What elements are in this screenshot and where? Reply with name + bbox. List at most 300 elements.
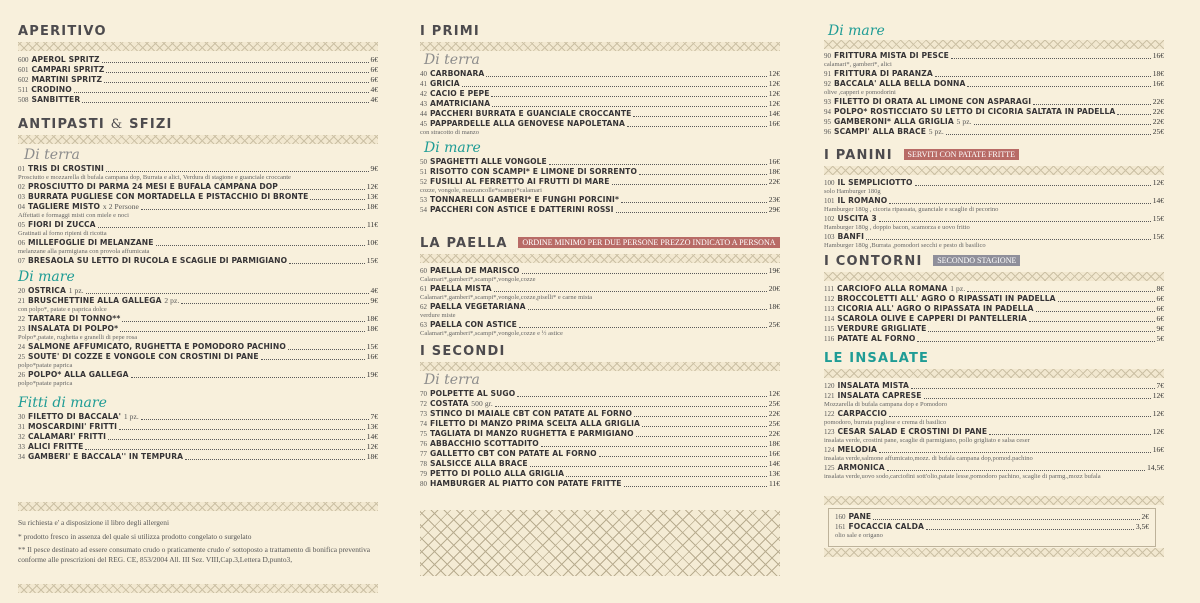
item-number: 20: [18, 287, 25, 295]
item-number: 112: [824, 295, 835, 303]
item-name: [430, 177, 610, 187]
item-name: [32, 95, 81, 105]
menu-item: [18, 164, 378, 174]
item-name: [430, 69, 484, 79]
item-price: 12€: [1152, 427, 1164, 436]
item-name: [430, 205, 614, 215]
note-allergeni: Su richiesta e' a disposizione il libro degli allergeni: [18, 518, 170, 527]
primi-mare-list: [420, 157, 780, 215]
menu-item: [420, 167, 780, 177]
item-price: 25€: [768, 399, 780, 408]
item-price: 6€: [370, 75, 378, 84]
item-name-text: PAELLA CON ASTICE: [430, 320, 517, 329]
menu-item: [420, 157, 780, 167]
dot-leader: [1033, 104, 1151, 105]
item-number: 160: [835, 513, 846, 521]
item-number: 600: [18, 56, 29, 64]
item-name: [834, 51, 949, 61]
dot-leader: [280, 189, 365, 190]
menu-item: [18, 95, 378, 105]
item-number: 111: [824, 285, 834, 293]
menu-item: [18, 422, 378, 432]
item-name-text: GRICIA: [430, 79, 460, 88]
item-name: [28, 342, 286, 352]
item-price: 22€: [1152, 107, 1164, 116]
item-price: 16€: [768, 157, 780, 166]
item-name: [837, 304, 1033, 314]
menu-item: [420, 205, 780, 215]
item-price: 15€: [366, 342, 378, 351]
menu-item: [420, 399, 780, 409]
menu-item: [420, 389, 780, 399]
item-number: 123: [824, 428, 835, 436]
item-number: 07: [18, 257, 25, 265]
item-price: 6€: [1156, 314, 1164, 323]
item-name: [430, 439, 539, 449]
panini-title-text: I PANINI: [824, 148, 893, 163]
item-name-text: GAMBERI' E BACCALA'' IN TEMPURA: [28, 452, 184, 461]
dot-leader: [181, 303, 368, 304]
item-name: [28, 324, 118, 334]
item-name: [430, 157, 547, 167]
item-number: 34: [18, 453, 25, 461]
item-number: 54: [420, 206, 427, 214]
dot-leader: [967, 291, 1154, 292]
item-name-text: FILETTO DI MANZO PRIMA SCELTA ALLA GRIGLIA: [430, 419, 641, 428]
item-price: 9€: [370, 296, 378, 305]
item-name: [28, 164, 104, 174]
item-price: 18€: [768, 439, 780, 448]
item-name-text: TAGLIATA DI MANZO RUGHETTA E PARMIGIANO: [430, 429, 634, 438]
contorni-title: [824, 254, 1164, 269]
menu-item: [18, 65, 378, 75]
item-name-text: SALSICCE ALLA BRACE: [430, 459, 528, 468]
pattern-band: [18, 584, 378, 593]
item-description: solo Hamburger 180g: [824, 188, 881, 195]
menu-item: [824, 463, 1164, 473]
item-number: 76: [420, 440, 427, 448]
item-extra: 2 pz.: [164, 296, 180, 305]
menu-item: [824, 196, 1164, 206]
item-number: 161: [835, 523, 846, 531]
paella-section: [420, 236, 780, 338]
menu-item: [824, 97, 1164, 107]
dot-leader: [621, 202, 767, 203]
antipasti-mare-label: Di mare: [18, 269, 75, 285]
item-number: 26: [18, 371, 25, 379]
paella-banner: ORDINE MINIMO PER DUE PERSONE PREZZO INDICATO A PERSONA: [518, 237, 779, 248]
dot-leader: [887, 470, 1145, 471]
item-description: cozze, vongole, mazzancolle*scampi*calamari: [420, 187, 542, 194]
item-price: 20€: [768, 284, 780, 293]
item-description: Calamari*,gamberi*,scampi*,vongole,cozze e ½ astice: [420, 330, 563, 337]
item-number: 70: [420, 390, 427, 398]
item-name-text: APEROL SPRITZ: [31, 55, 100, 64]
dot-leader: [261, 359, 365, 360]
item-name-text: CRODINO: [31, 85, 72, 94]
dot-leader: [86, 293, 369, 294]
item-price: 12€: [1152, 409, 1164, 418]
item-name-text: PETTO DI POLLO ALLA GRIGLIA: [430, 469, 565, 478]
item-price: 16€: [1152, 51, 1164, 60]
item-name-text: INSALATA CAPRESE: [837, 391, 922, 400]
item-name: [28, 202, 139, 212]
pattern-band: [824, 40, 1164, 49]
item-number: 62: [420, 303, 427, 311]
item-price: 15€: [366, 256, 378, 265]
dot-leader: [1036, 311, 1155, 312]
dot-leader: [288, 349, 365, 350]
item-name-text: CARCIOFO ALLA ROMANA: [836, 284, 948, 293]
menu-item: [18, 220, 378, 230]
dot-leader: [530, 466, 767, 467]
dot-leader: [486, 76, 766, 77]
dot-leader: [935, 76, 1151, 77]
menu-column-center: [420, 0, 780, 603]
item-name: [28, 220, 96, 230]
item-description: Affettati e formaggi misti con miele e noci: [18, 212, 129, 219]
item-name: [838, 178, 913, 188]
item-name-text: BANFI: [837, 232, 865, 241]
item-number: 601: [18, 66, 29, 74]
dot-leader: [624, 486, 767, 487]
item-name: [849, 522, 924, 532]
dot-leader: [634, 416, 767, 417]
item-name-text: PAELLA DE MARISCO: [430, 266, 520, 275]
item-name-text: PAELLA VEGETARIANA: [430, 302, 526, 311]
dot-leader: [141, 419, 369, 420]
menu-item: [18, 314, 378, 324]
menu-item: [18, 412, 378, 422]
dot-leader: [528, 309, 767, 310]
dot-leader: [462, 86, 767, 87]
menu-item: [420, 439, 780, 449]
item-name-text: FOCACCIA CALDA: [848, 522, 924, 531]
item-price: 11€: [367, 220, 378, 229]
item-extra: x 2 Persone: [102, 202, 139, 211]
dot-leader: [866, 239, 1151, 240]
menu-item: [420, 266, 780, 276]
item-name-text: MOSCARDINI' FRITTI: [28, 422, 118, 431]
item-price: 18€: [366, 314, 378, 323]
pattern-band: [420, 254, 780, 263]
item-name-text: CARPACCIO: [837, 409, 887, 418]
item-number: 91: [824, 70, 831, 78]
item-name: [837, 334, 915, 344]
item-number: 115: [824, 325, 835, 333]
menu-item: [420, 449, 780, 459]
dot-leader: [917, 341, 1154, 342]
dot-leader: [873, 519, 1139, 520]
dot-leader: [989, 434, 1151, 435]
item-description: polpo*patate paprica: [18, 362, 73, 369]
item-description: Hamburger 180g , doppio bacon, scamorza e uovo fritto: [824, 224, 970, 231]
item-price: 22€: [1152, 117, 1164, 126]
antipasti-mare-list: [18, 286, 378, 388]
dot-leader: [1029, 321, 1154, 322]
item-name: [834, 69, 933, 79]
item-name: [838, 427, 988, 437]
insalate-section: [824, 351, 1164, 481]
dot-leader: [915, 185, 1151, 186]
menu-column-left: [18, 0, 378, 603]
item-name: [430, 320, 517, 330]
item-number: 113: [824, 305, 835, 313]
item-name-text: PATATE AL FORNO: [837, 334, 916, 343]
menu-item: [824, 69, 1164, 79]
item-price: 18€: [366, 202, 378, 211]
item-number: 96: [824, 128, 831, 136]
item-number: 42: [420, 90, 427, 98]
item-price: 25€: [768, 419, 780, 428]
item-name-text: IL SEMPLICIOTTO: [837, 178, 913, 187]
item-number: 100: [824, 179, 835, 187]
item-price: 9€: [370, 164, 378, 173]
item-price: 4€: [370, 95, 378, 104]
item-number: 93: [824, 98, 831, 106]
item-number: 33: [18, 443, 25, 451]
item-description: Gratinati al forno ripieni di ricotta: [18, 230, 107, 237]
contorni-list: [824, 284, 1164, 344]
item-name-text: IL ROMANO: [837, 196, 888, 205]
antipasti-title-a: ANTIPASTI: [18, 117, 105, 132]
item-name-text: MILLEFOGLIE DI MELANZANE: [28, 238, 154, 247]
item-number: 95: [824, 118, 831, 126]
dot-leader: [104, 82, 368, 83]
menu-item: [420, 79, 780, 89]
item-name: [430, 479, 622, 489]
item-description: Calamari*,gamberi*,scampi*,vongole,cozze: [420, 276, 536, 283]
item-name-text: CAMPARI SPRITZ: [31, 65, 105, 74]
item-name-text: PACCHERI BURRATA E GUANCIALE CROCCANTE: [430, 109, 632, 118]
antipasti-terra-list: [18, 164, 378, 266]
dot-leader: [492, 106, 767, 107]
item-name: [28, 370, 129, 380]
menu-item: [420, 409, 780, 419]
dot-leader: [517, 396, 766, 397]
item-name: [834, 97, 1031, 107]
menu-item: [835, 512, 1149, 522]
dot-leader: [156, 245, 365, 246]
item-price: 7€: [370, 412, 378, 421]
item-number: 22: [18, 315, 25, 323]
paella-title-text: LA PAELLA: [420, 236, 508, 251]
item-number: 02: [18, 183, 25, 191]
mare-secondi-label: Di mare: [828, 23, 885, 39]
item-name-text: FILETTO DI ORATA AL LIMONE CON ASPARAGI: [834, 97, 1032, 106]
item-number: 79: [420, 470, 427, 478]
item-name: [838, 232, 865, 242]
item-name-text: FRITTURA MISTA DI PESCE: [834, 51, 949, 60]
menu-item: [420, 109, 780, 119]
menu-item: [18, 182, 378, 192]
item-number: 51: [420, 168, 427, 176]
dot-leader: [616, 212, 767, 213]
item-price: 22€: [768, 177, 780, 186]
item-name: [28, 352, 259, 362]
secondi-terra-label: Di terra: [424, 372, 480, 388]
item-name: [838, 409, 887, 419]
menu-item: [824, 232, 1164, 242]
pane-box: [828, 508, 1156, 547]
item-number: 43: [420, 100, 427, 108]
item-name: [834, 79, 965, 89]
item-name-text: TONNARELLI GAMBERI* E FUNGHI PORCINI*: [430, 195, 620, 204]
mare-secondi-section: [824, 22, 1164, 137]
item-name-text: ALICI FRITTE: [28, 442, 84, 451]
item-price: 16€: [366, 352, 378, 361]
menu-item: [420, 459, 780, 469]
item-name-text: OSTRICA: [28, 286, 66, 295]
item-description: Calamari*,gamberi*,scampi*,vongole,cozze,piselli* e carne mista: [420, 294, 593, 301]
item-name-text: RISOTTO CON SCAMPI* E LIMONE DI SORRENTO: [430, 167, 638, 176]
item-name-text: SCAMPI' ALLA BRACE: [834, 127, 926, 136]
menu-item: [420, 99, 780, 109]
item-description: polpo*patate paprica: [18, 380, 73, 387]
item-price: 4€: [370, 286, 378, 295]
dot-leader: [946, 134, 1151, 135]
dot-leader: [82, 102, 368, 103]
dot-leader: [494, 291, 767, 292]
item-number: 04: [18, 203, 25, 211]
item-name: [28, 452, 183, 462]
item-price: 4€: [370, 85, 378, 94]
item-price: 18€: [366, 324, 378, 333]
item-price: 25€: [768, 320, 780, 329]
primi-section: [420, 24, 780, 215]
item-number: 103: [824, 233, 835, 241]
item-name: [28, 182, 278, 192]
menu-item: [18, 452, 378, 462]
item-price: 15€: [1152, 232, 1164, 241]
item-price: 12€: [768, 99, 780, 108]
menu-item: [824, 284, 1164, 294]
item-number: 124: [824, 446, 835, 454]
item-name-text: INSALATA MISTA: [837, 381, 909, 390]
item-price: 12€: [1152, 391, 1164, 400]
item-description: insalata verde, crostini pane, scaglie di parmigiano, pollo grigliato e salsa ceser: [824, 437, 1030, 444]
item-description: pomodoro, burrata pugliese e crema di basilico: [824, 419, 947, 426]
menu-item: [420, 119, 780, 129]
pattern-band: [824, 369, 1164, 378]
item-number: 73: [420, 410, 427, 418]
item-number: 121: [824, 392, 835, 400]
menu-item: [835, 522, 1149, 532]
item-price: 9€: [1156, 324, 1164, 333]
secondi-section: [420, 344, 780, 489]
menu-item: [824, 324, 1164, 334]
item-price: 14€: [768, 109, 780, 118]
item-number: 40: [420, 70, 427, 78]
item-description: Polpo*,patate, rughetta e granelli di pepe rosa: [18, 334, 138, 341]
item-name-text: PROSCIUTTO DI PARMA 24 MESI E BUFALA CAMPANA DOP: [28, 182, 278, 191]
item-name: [834, 127, 944, 137]
menu-item: [824, 79, 1164, 89]
item-price: 6€: [370, 55, 378, 64]
item-number: 21: [18, 297, 25, 305]
item-price: 6€: [370, 65, 378, 74]
pattern-band: [18, 42, 378, 51]
menu-item: [420, 284, 780, 294]
insalate-title: LE INSALATE: [824, 351, 930, 366]
antipasti-terra-label: Di terra: [24, 147, 80, 163]
dot-leader: [549, 164, 767, 165]
item-name-text: POLPO* ROSTICCIATO SU LETTO DI CICORIA SALTATA IN PADELLA: [834, 107, 1116, 116]
item-name: [430, 195, 619, 205]
item-name-text: PACCHERI CON ASTICE E DATTERINI ROSSI: [430, 205, 614, 214]
item-name-text: SOUTE' DI COZZE E VONGOLE CON CROSTINI DI PANE: [28, 352, 259, 361]
dot-leader: [122, 321, 364, 322]
menu-item: [18, 432, 378, 442]
item-name-text: FUSILLI AL FERRETTO AI FRUTTI DI MARE: [430, 177, 610, 186]
menu-item: [18, 202, 378, 212]
item-number: 31: [18, 423, 25, 431]
item-name-text: SPAGHETTI ALLE VONGOLE: [430, 157, 547, 166]
secondi-list: [420, 389, 780, 489]
menu-item: [824, 445, 1164, 455]
item-name-text: CALAMARI' FRITTI: [28, 432, 107, 441]
item-description: olive ,capperi e pomodorini: [824, 89, 896, 96]
item-price: 16€: [1152, 445, 1164, 454]
item-price: 23€: [768, 195, 780, 204]
item-price: 19€: [768, 266, 780, 275]
dot-leader: [928, 331, 1154, 332]
item-number: 74: [420, 420, 427, 428]
item-name-text: ABBACCHIO SCOTTADITO: [430, 439, 539, 448]
item-price: 16€: [768, 119, 780, 128]
item-price: 22€: [768, 429, 780, 438]
item-name: [28, 422, 117, 432]
item-name: [430, 469, 564, 479]
item-name-text: ARMONICA: [837, 463, 885, 472]
item-name-text: FRITTURA DI PARANZA: [834, 69, 933, 78]
item-name-text: BRESAOLA SU LETTO DI RUCOLA E SCAGLIE DI PARMIGIANO: [28, 256, 288, 265]
item-number: 61: [420, 285, 427, 293]
panini-banner: SERVITI CON PATATE FRITTE: [904, 149, 1020, 160]
dot-leader: [627, 126, 767, 127]
menu-item: [824, 107, 1164, 117]
dot-leader: [98, 227, 365, 228]
aperitivo-list: [18, 55, 378, 105]
dot-leader: [289, 263, 365, 264]
dot-leader: [1058, 301, 1155, 302]
item-name-text: AMATRICIANA: [430, 99, 491, 108]
item-price: 16€: [1152, 79, 1164, 88]
menu-item: [420, 320, 780, 330]
item-number: 120: [824, 382, 835, 390]
menu-item: [824, 334, 1164, 344]
item-price: 3,5€: [1135, 522, 1149, 531]
dot-leader: [889, 416, 1151, 417]
menu-item: [824, 117, 1164, 127]
dot-leader: [495, 406, 767, 407]
item-name: [28, 432, 106, 442]
primi-title: I PRIMI: [420, 24, 480, 39]
menu-item: [824, 304, 1164, 314]
item-number: 32: [18, 433, 25, 441]
paella-list: [420, 266, 780, 338]
menu-item: [420, 177, 780, 187]
item-price: 2€: [1141, 512, 1149, 521]
dot-leader: [951, 58, 1151, 59]
item-number: 72: [420, 400, 427, 408]
item-price: 22€: [1152, 97, 1164, 106]
dot-leader: [889, 203, 1150, 204]
menu-item: [420, 479, 780, 489]
item-price: 10€: [366, 238, 378, 247]
dot-leader: [185, 459, 365, 460]
item-description: Prosciutto e mozzarella di bufala campana dop, Burrata e alici, Verdura di stagione e guanciale croccante: [18, 174, 291, 181]
